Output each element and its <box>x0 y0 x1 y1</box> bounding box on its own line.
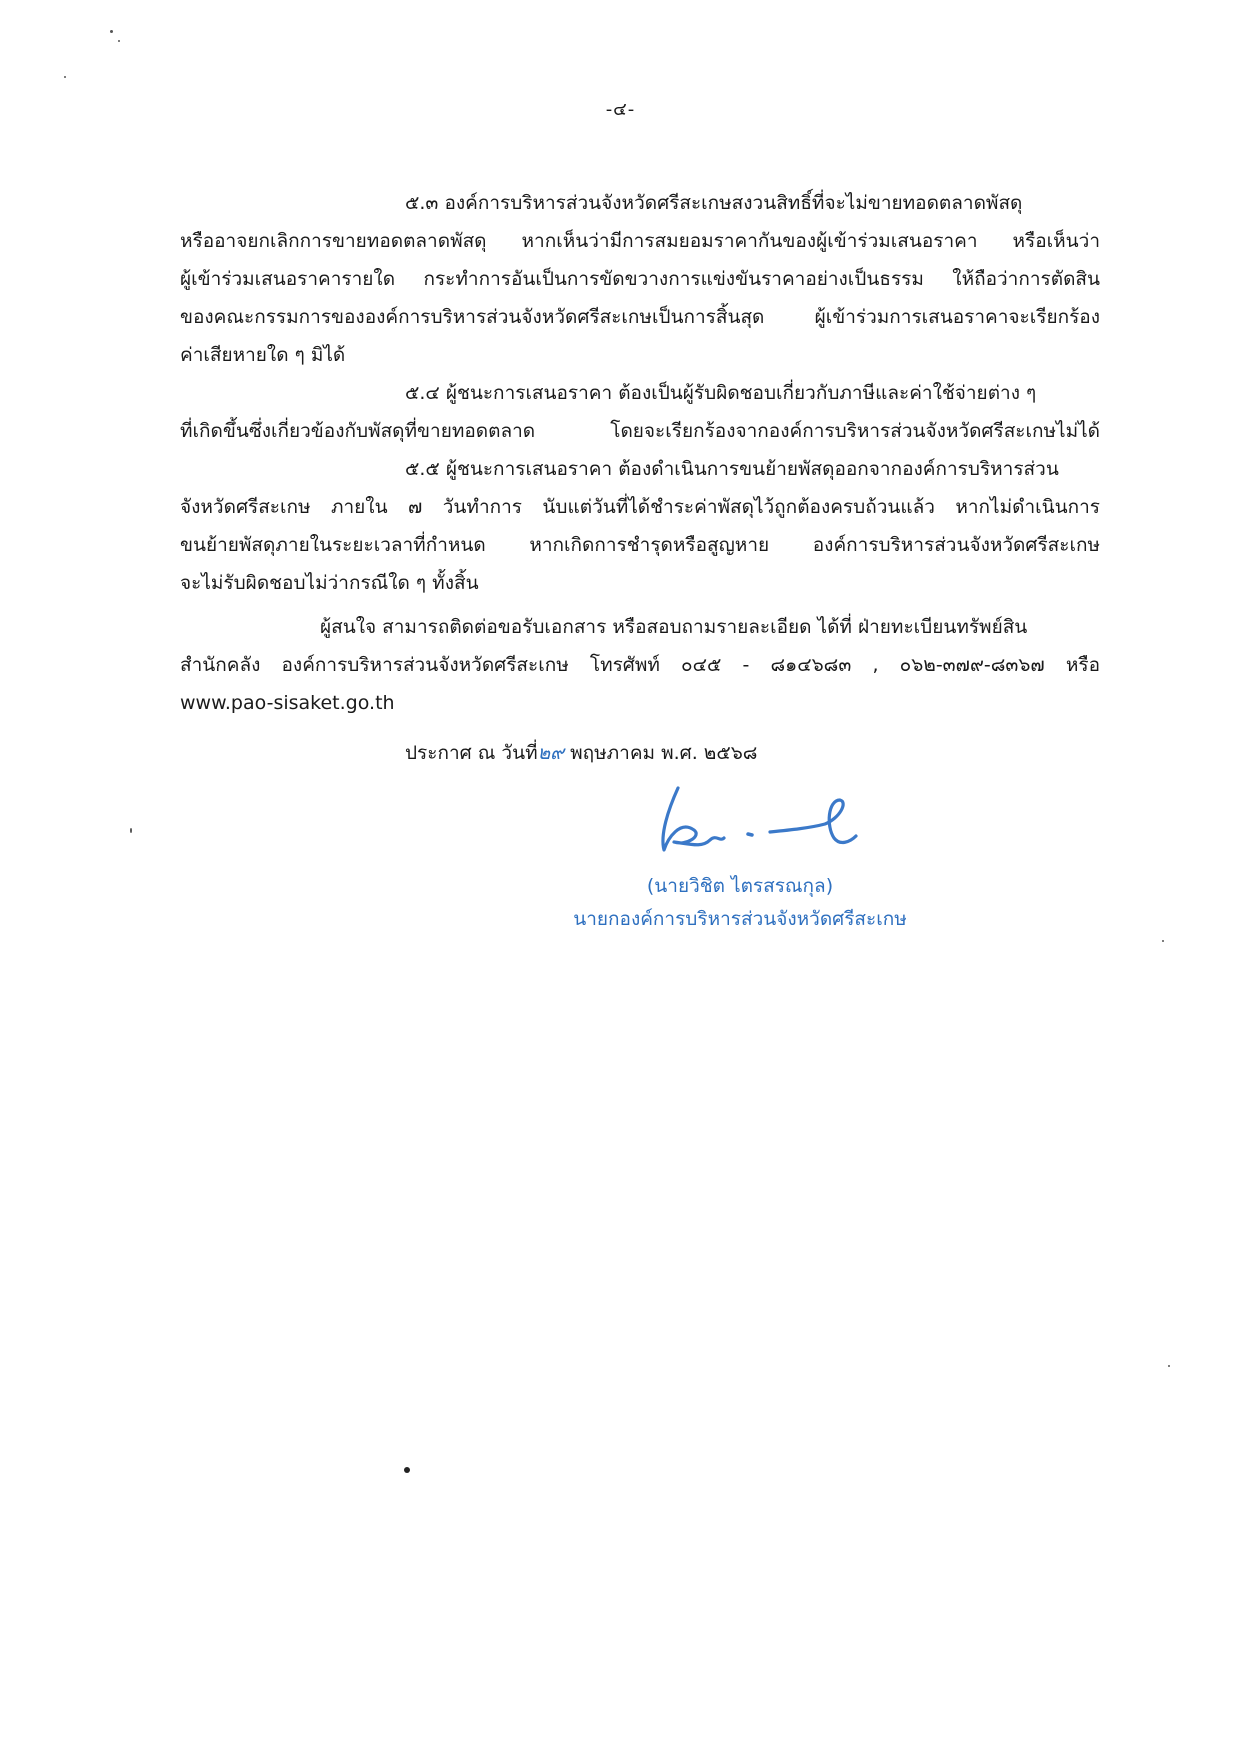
scan-speck <box>118 40 120 42</box>
contact-line: สำนักคลัง องค์การบริหารส่วนจังหวัดศรีสะเกษ โทรศัพท์ ๐๔๕ - ๘๑๔๖๘๓ , ๐๖๒-๓๗๙-๘๓๖๗ หรือ <box>180 654 1100 676</box>
scan-speck <box>1168 1365 1170 1367</box>
body-line: ผู้เข้าร่วมเสนอราคารายใด กระทำการอันเป็นการขัดขวางการแข่งขันราคาอย่างเป็นธรรม ให้ถือว่าการตัดสิน <box>180 268 1100 290</box>
signature-block <box>510 780 970 940</box>
signer-title: นายกองค์การบริหารส่วนจังหวัดศรีสะเกษ <box>573 908 907 930</box>
body-line: ที่เกิดขึ้นซึ่งเกี่ยวข้องกับพัสดุที่ขายทอดตลาด โดยจะเรียกร้องจากองค์การบริหารส่วนจังหวัดศรีสะเกษไม่ได้ <box>180 420 1100 442</box>
announcement-suffix: พฤษภาคม พ.ศ. ๒๕๖๘ <box>564 742 758 764</box>
body-line: ขนย้ายพัสดุภายในระยะเวลาที่กำหนด หากเกิดการชำรุดหรือสูญหาย องค์การบริหารส่วนจังหวัดศรีสะเกษ <box>180 534 1100 556</box>
body-line: จังหวัดศรีสะเกษ ภายใน ๗ วันทำการ นับแต่วันที่ได้ชำระค่าพัสดุไว้ถูกต้องครบถ้วนแล้ว หากไม่ดำเนินการ <box>180 496 1100 518</box>
page-number: -๔- <box>605 99 636 120</box>
clause-5-5-first-line: ๕.๕ ผู้ชนะการเสนอราคา ต้องดำเนินการขนย้ายพัสดุออกจากองค์การบริหารส่วน <box>405 458 1059 480</box>
body-line: จะไม่รับผิดชอบไม่ว่ากรณีใด ๆ ทั้งสิ้น <box>180 572 479 594</box>
contact-first-line: ผู้สนใจ สามารถติดต่อขอรับเอกสาร หรือสอบถามรายละเอียด ได้ที่ ฝ่ายทะเบียนทรัพย์สิน <box>320 616 1028 638</box>
announcement-prefix: ประกาศ ณ วันที่ <box>405 742 538 764</box>
scan-speck <box>64 76 66 78</box>
scan-speck <box>110 30 113 33</box>
scan-speck <box>404 1467 410 1473</box>
announcement-date <box>405 738 757 768</box>
website-link[interactable]: www.pao-sisaket.go.th <box>180 692 395 714</box>
handwritten-signature <box>650 780 870 860</box>
body-line: ค่าเสียหายใด ๆ มิได้ <box>180 344 346 366</box>
body-line: ของคณะกรรมการขององค์การบริหารส่วนจังหวัดศรีสะเกษเป็นการสิ้นสุด ผู้เข้าร่วมการเสนอราคาจะเรียกร้อง <box>180 306 1100 328</box>
scan-speck <box>1162 940 1164 942</box>
clause-5-3-first-line: ๕.๓ องค์การบริหารส่วนจังหวัดศรีสะเกษสงวนสิทธิ์ที่จะไม่ขายทอดตลาดพัสดุ <box>405 192 1023 214</box>
signer-name: (นายวิชิต ไตรสรณกุล) <box>646 875 834 897</box>
scan-speck <box>130 828 132 833</box>
handwritten-day: ๒๙ <box>537 742 565 764</box>
clause-5-4-first-line: ๕.๔ ผู้ชนะการเสนอราคา ต้องเป็นผู้รับผิดชอบเกี่ยวกับภาษีและค่าใช้จ่ายต่าง ๆ <box>405 382 1037 404</box>
body-line: หรืออาจยกเลิกการขายทอดตลาดพัสดุ หากเห็นว่ามีการสมยอมราคากันของผู้เข้าร่วมเสนอราคา หรือเห็นว่า <box>180 230 1100 252</box>
